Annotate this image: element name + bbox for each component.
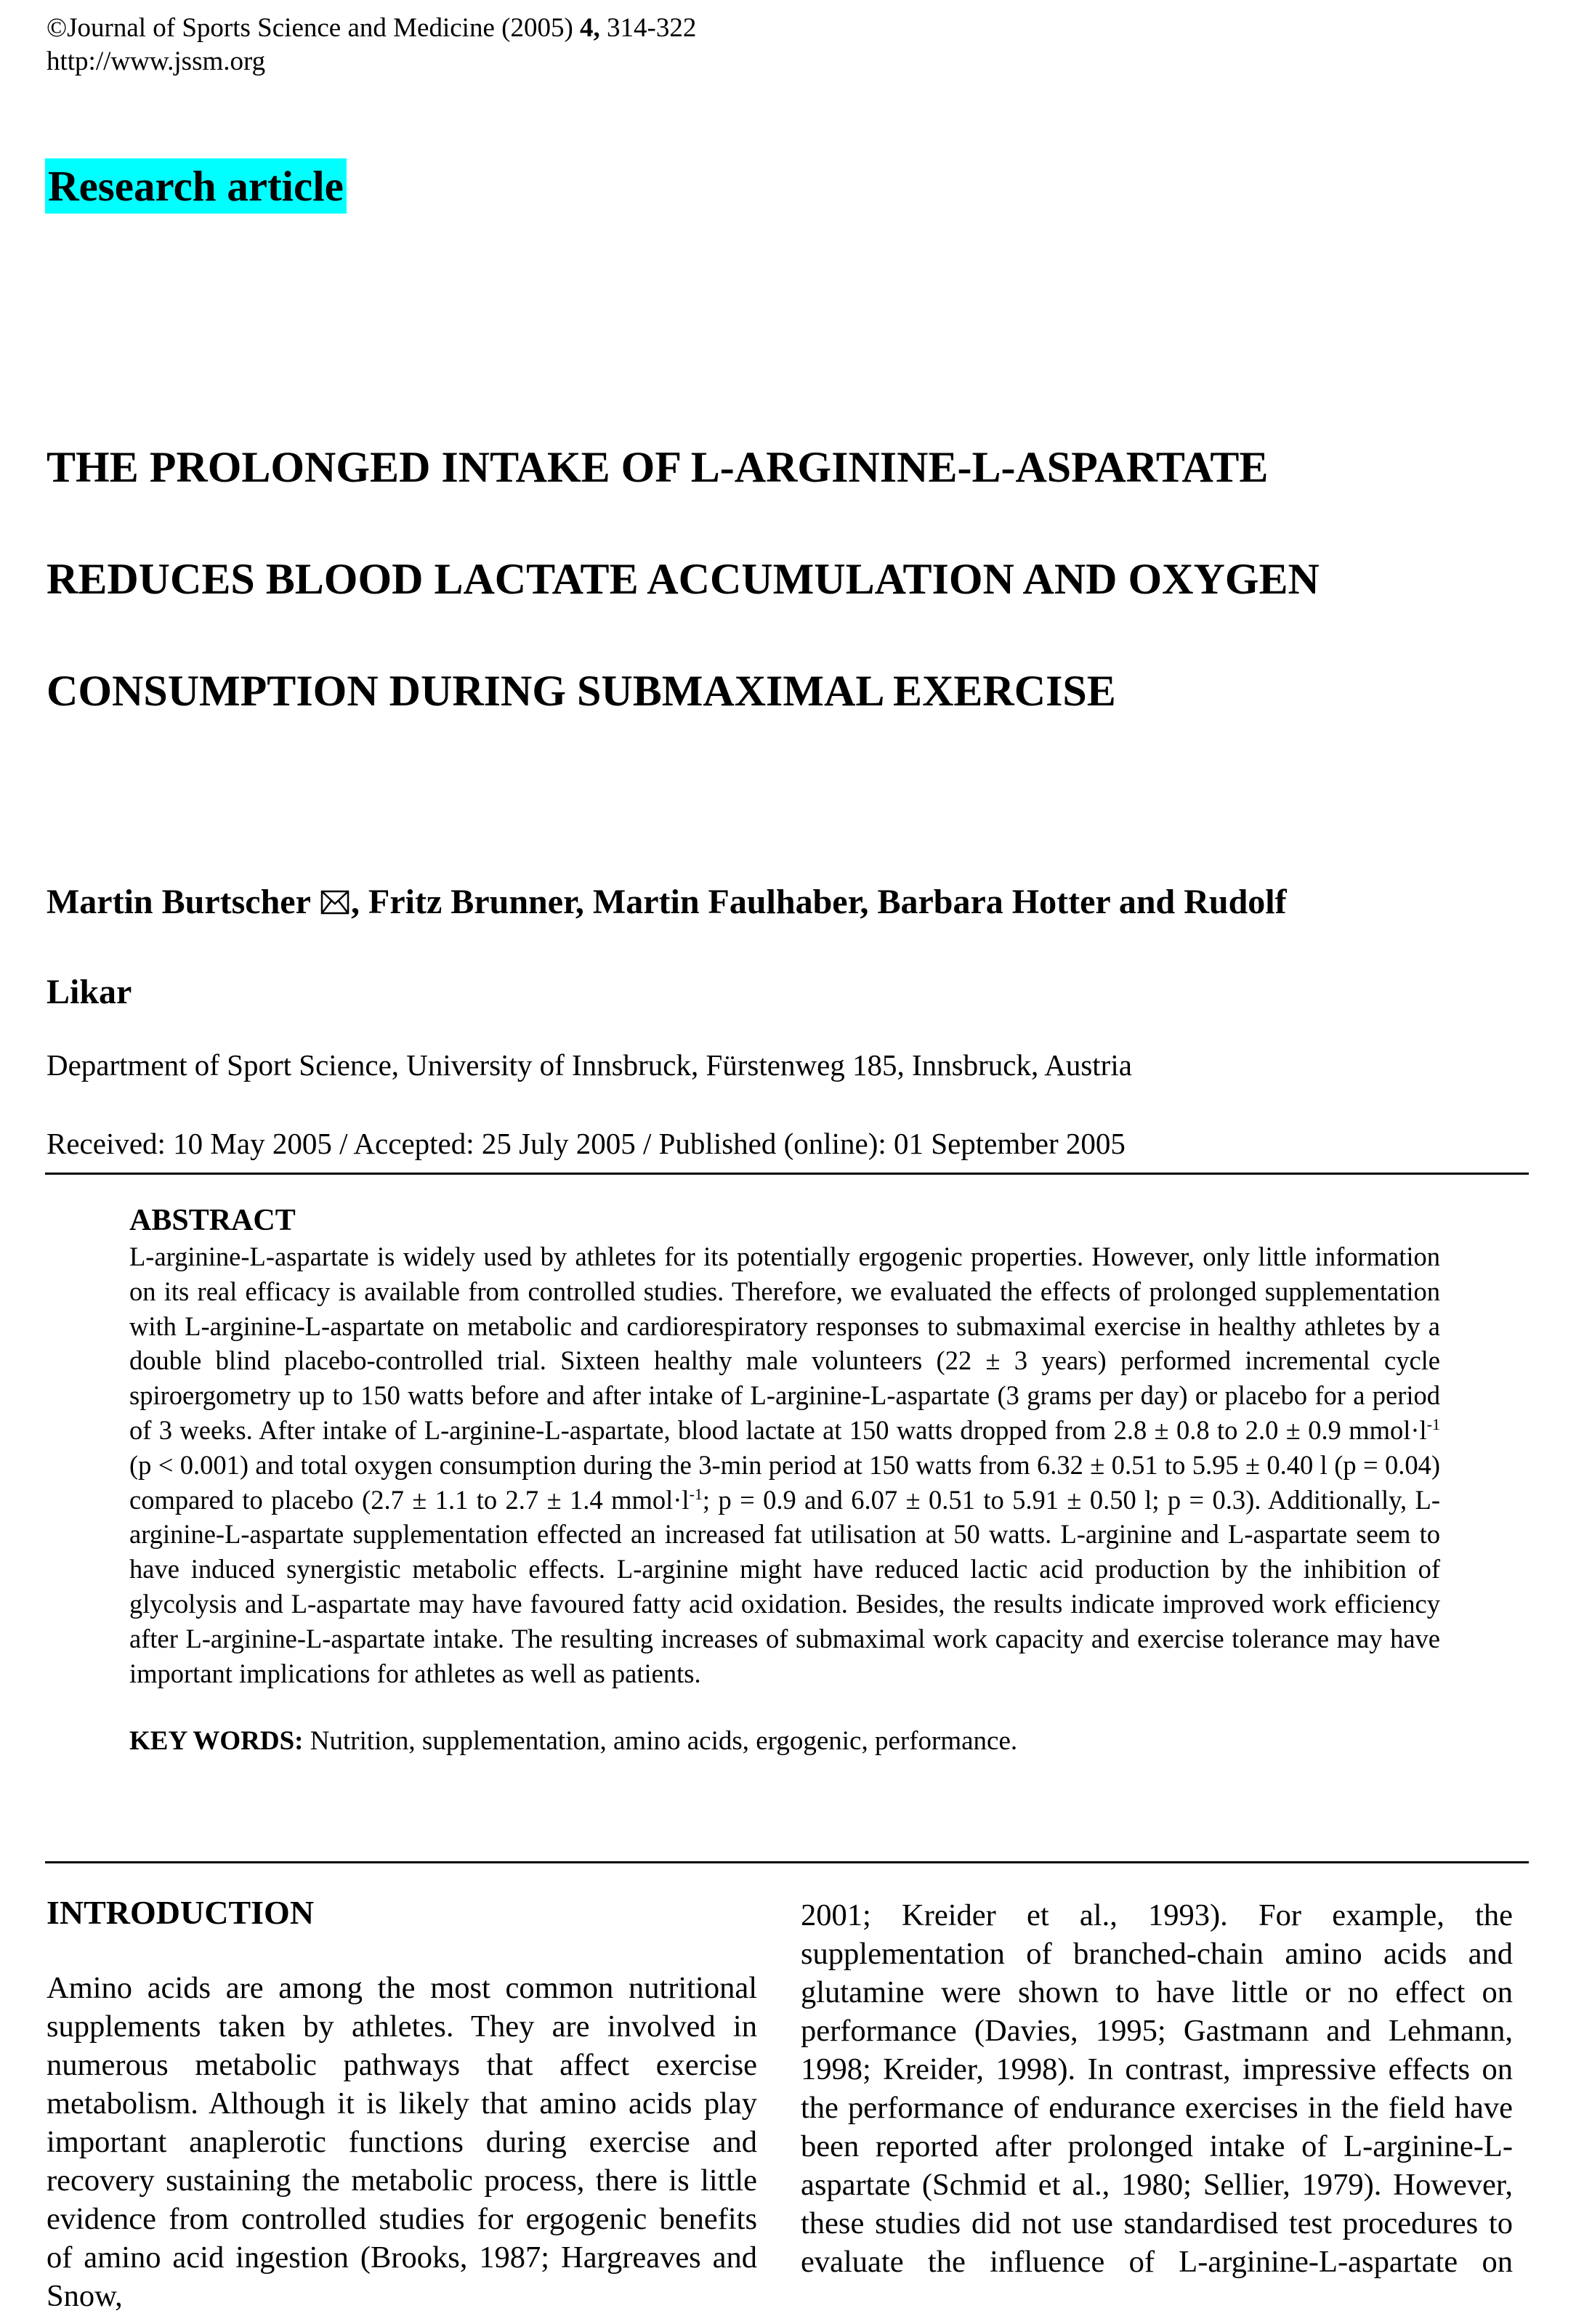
author-list xyxy=(47,857,1529,1037)
publication-dates: Received: 10 May 2005 / Accepted: 25 July 2005 / Published (online): 01 September 2005 xyxy=(47,1127,1126,1160)
envelope-icon[interactable] xyxy=(320,890,349,915)
keywords-text: Nutrition, supplementation, amino acids, ergogenic, performance. xyxy=(303,1726,1018,1757)
affiliation: Department of Sport Science, University of Innsbruck, Fürstenweg 185, Innsbruck, Austria xyxy=(47,1048,1132,1082)
keywords xyxy=(129,1724,1440,1759)
journal-name: ©Journal of Sports Science and Medicine (2005) xyxy=(47,13,581,43)
introduction-text-right: 2001; Kreider et al., 1993). For example, the supplementation of branched-chain amino acids and glutamine were shown to have little or no effect on performance (Davies, 1995; Gastmann and Lehmann, 1998; Kreider, 1998). In contrast, impressive effects on the performance of endurance exercises in the field have been reported after prolonged intake of L-arginine-L-aspartate (Schmid et al., 1980; Sellier, 1979). However, these studies did not use standardised test procedures to evaluate the influence of L-arginine-L-aspartate on xyxy=(801,1898,1513,2279)
title-line: THE PROLONGED INTAKE OF L-ARGININE-L-ASPARTATE xyxy=(47,443,1269,491)
abstract-heading: ABSTRACT xyxy=(129,1204,296,1237)
journal-volume: 4, xyxy=(580,13,600,43)
journal-url[interactable]: http://www.jssm.org xyxy=(47,46,266,76)
corresponding-author: Martin Burtscher xyxy=(47,883,311,921)
co-authors: , Fritz Brunner, Martin Faulhaber, Barbara Hotter and Rudolf xyxy=(351,883,1287,921)
divider-bottom xyxy=(45,1861,1529,1863)
article-type-label: Research article xyxy=(45,158,347,214)
journal-citation xyxy=(47,12,696,45)
title-line: CONSUMPTION DURING SUBMAXIMAL EXERCISE xyxy=(47,667,1116,715)
section-heading-introduction: INTRODUCTION xyxy=(47,1894,315,1931)
abstract-block xyxy=(129,1202,1440,1759)
divider-top xyxy=(45,1173,1529,1175)
body-column-left xyxy=(47,1892,757,2315)
article-title xyxy=(47,411,1543,747)
body-column-right xyxy=(801,1896,1513,2281)
title-line: REDUCES BLOOD LACTATE ACCUMULATION AND OXYGEN xyxy=(47,555,1320,603)
introduction-text-left: Amino acids are among the most common nutritional supplements taken by athletes. They are involved in numerous metabolic pathways that affect exercise metabolism. Although it is likely that amino acids play important anaplerotic functions during exercise and recovery sustaining the metabolic process, there is little evidence from controlled studies for ergogenic benefits of amino acid ingestion (Brooks, 1987; Hargreaves and Snow, xyxy=(47,1971,757,2313)
co-author-last: Likar xyxy=(47,973,132,1011)
journal-pages: 314-322 xyxy=(599,13,697,43)
keywords-label: KEY WORDS: xyxy=(129,1726,304,1757)
abstract-text: L-arginine-L-aspartate is widely used by athletes for its potentially ergogenic properties. However, only little information on its real efficacy is available from controlled studies. Therefore, we evaluated the effects of prolonged supplementation with L-arginine-L-aspartate on metabolic and cardiorespiratory responses to submaximal exercise in healthy athletes by a double blind placebo-controlled trial. Sixteen healthy male volunteers (22 ± 3 years) performed incremental cycle spiroergometry up to 150 watts before and after intake of L-arginine-L-aspartate (3 grams per day) or placebo for a period of 3 weeks. After intake of L-arginine-L-aspartate, blood lactate at 150 watts dropped from 2.8 ± 0.8 to 2.0 ± 0.9 $mmol\cdot l^{-1}$ (p < 0.001) and total oxygen consumption during the 3-min period at 150 watts from 6.32 ± 0.51 to 5.95 ± 0.40 l (p = 0.04) compared to placebo (2.7 ± 1.1 to 2.7 ± 1.4 $mmol\cdot l^{-1}$; p = 0.9 and 6.07 ± 0.51 to 5.91 ± 0.50 l; p = 0.3). Additionally, L-arginine-L-aspartate supplementation effected an increased fat utilisation at 50 watts. L-arginine and L-aspartate seem to have induced synergistic metabolic effects. L-arginine might have reduced lactic acid production by the inhibition of glycolysis and L-aspartate may have favoured fatty acid oxidation. Besides, the results indicate improved work efficiency after L-arginine-L-aspartate intake. The resulting increases of submaximal work capacity and exercise tolerance may have important implications for athletes as well as patients. xyxy=(129,1242,1441,1688)
